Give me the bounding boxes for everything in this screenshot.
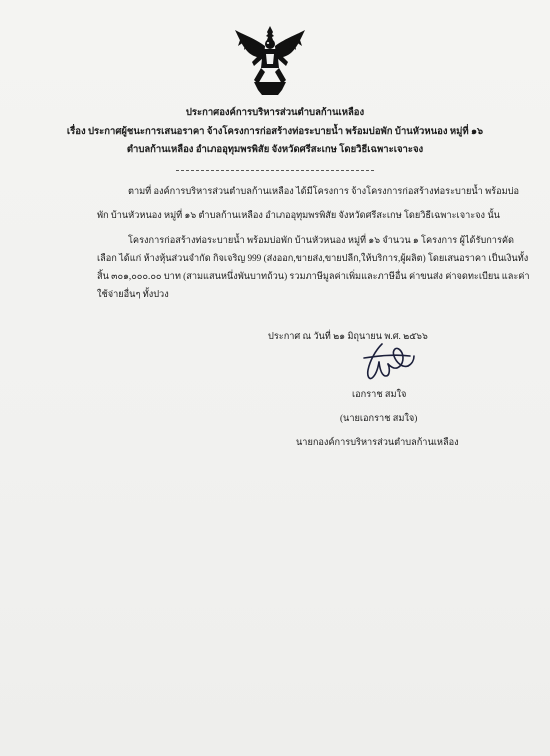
dashed-divider [176,170,374,171]
body-paragraph-2-line-2: เลือก ได้แก่ ห้างหุ้นส่วนจำกัด กิจเจริญ 999 (ส่งออก,ขายส่ง,ขายปลีก,ให้บริการ,ผู้ผลิต) โดยเสนอราคา เป็นเงินทั้ง [97,253,529,263]
garuda-emblem-icon [232,24,308,96]
announcement-date: ประกาศ ณ วันที่ ๒๑ มิถุนายน พ.ศ. ๒๕๖๖ [268,331,428,341]
subject-line-1: เรื่อง ประกาศผู้ชนะการเสนอราคา จ้างโครงการก่อสร้างท่อระบายน้ำ พร้อมบ่อพัก บ้านหัวหนอง หมู่ที่ ๑๖ [66,127,484,137]
body-paragraph-2-line-3: สิ้น ๓๐๑,๐๐๐.๐๐ บาท (สามแสนหนึ่งพันบาทถ้วน) รวมภาษีมูลค่าเพิ่มและภาษีอื่น ค่าขนส่ง ค่าจดทะเบียน และค่า [97,271,530,281]
signer-position: นายกองค์การบริหารส่วนตำบลก้านเหลือง [296,437,459,447]
handwritten-signature-icon [352,340,422,384]
body-paragraph-2-line-1: โครงการก่อสร้างท่อระบายน้ำ พร้อมบ่อพัก บ้านหัวหนอง หมู่ที่ ๑๖ จำนวน ๑ โครงการ ผู้ได้รับการคัด [128,235,515,245]
body-paragraph-2-line-4: ใช้จ่ายอื่นๆ ทั้งปวง [97,289,169,299]
subject-line-2: ตำบลก้านเหลือง อำเภออุทุมพรพิสัย จังหวัดศรีสะเกษ โดยวิธีเฉพาะเจาะจง [126,145,424,155]
body-paragraph-1-line-1: ตามที่ องค์การบริหารส่วนตำบลก้านเหลือง ได้มีโครงการ จ้างโครงการก่อสร้างท่อระบายน้ำ พร้อมบ่อ [128,186,520,196]
signer-fullname: (นายเอกราช สมใจ) [340,413,418,423]
body-paragraph-1-line-2: พัก บ้านหัวหนอง หมู่ที่ ๑๖ ตำบลก้านเหลือง อำเภออุทุมพรพิสัย จังหวัดศรีสะเกษ โดยวิธีเฉพาะเจาะจง นั้น [97,210,500,220]
signer-name: เอกราช สมใจ [352,389,407,399]
announcement-title: ประกาศองค์การบริหารส่วนตำบลก้านเหลือง [185,108,365,118]
